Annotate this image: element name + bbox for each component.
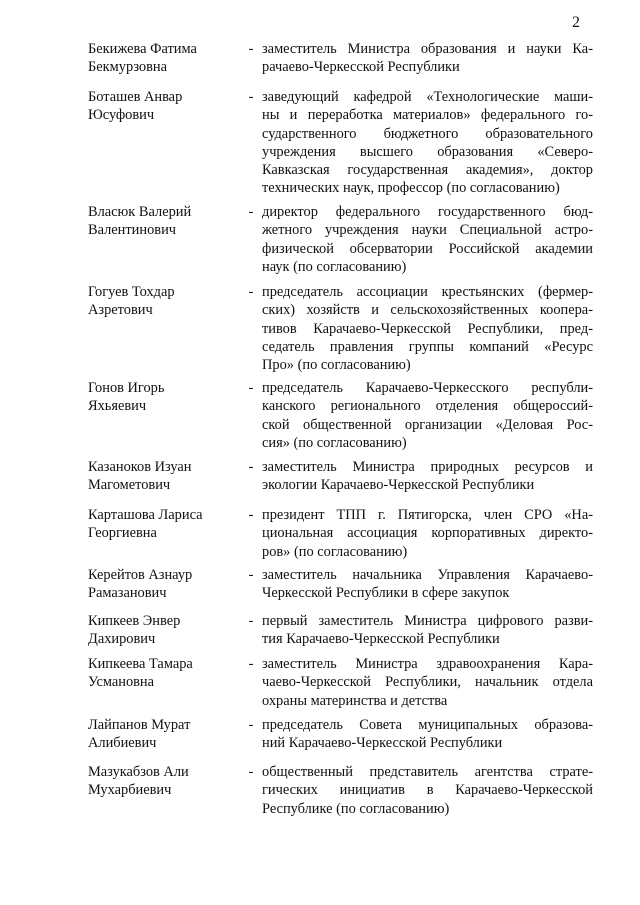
position-line: ний Карачаево-Черкесской Республики bbox=[262, 735, 503, 752]
member-position bbox=[262, 655, 593, 710]
entry-dash: - bbox=[248, 717, 254, 733]
member-position bbox=[262, 40, 593, 77]
position-line: председатель Совета муниципальных образова- bbox=[262, 717, 593, 733]
entry-dash: - bbox=[248, 567, 254, 583]
member-patronymic: Рамазанович bbox=[88, 585, 167, 602]
position-line: охраны материнства и детства bbox=[262, 692, 448, 709]
position-line: жетного учреждения науки Специальной астро- bbox=[262, 222, 593, 239]
member-patronymic: Бекмурзовна bbox=[88, 59, 167, 76]
member-name bbox=[88, 379, 240, 452]
member-position bbox=[262, 763, 593, 818]
position-line: тивов Карачаево-Черкесской Республики, пред- bbox=[262, 320, 593, 337]
position-line: Республике (по согласованию) bbox=[262, 800, 450, 817]
position-line: седатель правления группы компаний «Ресурс bbox=[262, 338, 593, 355]
position-line: технических наук, профессор (по согласованию) bbox=[262, 180, 560, 197]
member-surname-firstname: Бекижева Фатима bbox=[88, 41, 197, 57]
position-line: заведующий кафедрой «Технологические маши- bbox=[262, 89, 593, 105]
position-line: чаево-Черкесской Республики, начальник отдела bbox=[262, 674, 593, 691]
entry-dash: - bbox=[248, 204, 254, 220]
member-name bbox=[88, 763, 240, 818]
position-line: сударственного бюджетного образовательного bbox=[262, 125, 593, 142]
member-name bbox=[88, 506, 240, 561]
member-name bbox=[88, 40, 240, 77]
position-line: ны и переработка материалов» федерального го- bbox=[262, 107, 593, 124]
member-entry bbox=[88, 458, 593, 495]
position-line: первый заместитель Министра цифрового разви- bbox=[262, 613, 593, 629]
member-position bbox=[262, 612, 593, 649]
member-surname-firstname: Мазукабзов Али bbox=[88, 764, 189, 780]
position-line: председатель ассоциации крестьянских (фермер- bbox=[262, 284, 593, 300]
member-entry bbox=[88, 612, 593, 649]
member-entry bbox=[88, 283, 593, 374]
member-name bbox=[88, 655, 240, 710]
member-name bbox=[88, 612, 240, 649]
position-line: сия» (по согласованию) bbox=[262, 434, 407, 451]
position-line: канского регионального отделения общероссий- bbox=[262, 398, 593, 415]
position-line: физической обсерватории Российской академии bbox=[262, 240, 593, 257]
entry-dash: - bbox=[248, 613, 254, 629]
member-surname-firstname: Кипкеева Тамара bbox=[88, 656, 193, 672]
member-position bbox=[262, 716, 593, 753]
member-patronymic: Валентинович bbox=[88, 222, 177, 239]
member-patronymic: Дахирович bbox=[88, 631, 156, 648]
member-name bbox=[88, 283, 240, 374]
member-surname-firstname: Лайпанов Мурат bbox=[88, 717, 191, 733]
member-name bbox=[88, 716, 240, 753]
member-position bbox=[262, 283, 593, 374]
member-patronymic: Яхьяевич bbox=[88, 398, 147, 415]
member-position bbox=[262, 458, 593, 495]
position-line: председатель Карачаево-Черкесского республи- bbox=[262, 380, 593, 396]
position-line: общественный представитель агентства страте- bbox=[262, 764, 593, 780]
entry-dash: - bbox=[248, 656, 254, 672]
member-patronymic: Юсуфович bbox=[88, 107, 155, 124]
member-name bbox=[88, 203, 240, 276]
entry-dash: - bbox=[248, 284, 254, 300]
member-surname-firstname: Кипкеев Энвер bbox=[88, 613, 181, 629]
position-line: наук (по согласованию) bbox=[262, 258, 407, 275]
entry-dash: - bbox=[248, 380, 254, 396]
entry-dash: - bbox=[248, 41, 254, 57]
member-name bbox=[88, 88, 240, 198]
position-line: гических инициатив в Карачаево-Черкесской bbox=[262, 782, 593, 799]
position-line: директор федерального государственного бюд- bbox=[262, 204, 593, 220]
position-line: ской общественной организации «Деловая Рос- bbox=[262, 416, 593, 433]
member-position bbox=[262, 566, 593, 603]
member-entry bbox=[88, 203, 593, 276]
member-surname-firstname: Керейтов Азнаур bbox=[88, 567, 193, 583]
entry-dash: - bbox=[248, 507, 254, 523]
member-patronymic: Мухарбиевич bbox=[88, 782, 172, 799]
member-entry bbox=[88, 88, 593, 198]
member-name bbox=[88, 566, 240, 603]
position-line: заместитель начальника Управления Карачаево- bbox=[262, 567, 593, 583]
member-patronymic: Георгиевна bbox=[88, 525, 157, 542]
member-entry bbox=[88, 506, 593, 561]
position-line: Про» (по согласованию) bbox=[262, 357, 411, 374]
member-entry bbox=[88, 40, 593, 77]
position-line: Черкесской Республики в сфере закупок bbox=[262, 585, 510, 602]
member-surname-firstname: Боташев Анвар bbox=[88, 89, 183, 105]
member-surname-firstname: Карташова Лариса bbox=[88, 507, 203, 523]
position-line: циональная ассоциация корпоративных директо- bbox=[262, 525, 593, 542]
position-line: ров» (по согласованию) bbox=[262, 543, 408, 560]
entry-dash: - bbox=[248, 764, 254, 780]
member-surname-firstname: Гогуев Тохдар bbox=[88, 284, 175, 300]
position-line: Кавказская государственная академия», доктор bbox=[262, 162, 593, 179]
page-number: 2 bbox=[572, 14, 580, 31]
member-patronymic: Магометович bbox=[88, 477, 171, 494]
member-name bbox=[88, 458, 240, 495]
member-entry bbox=[88, 763, 593, 818]
member-position bbox=[262, 203, 593, 276]
member-patronymic: Усмановна bbox=[88, 674, 155, 691]
member-entry bbox=[88, 655, 593, 710]
position-line: заместитель Министра образования и науки Ка- bbox=[262, 41, 593, 57]
entry-dash: - bbox=[248, 459, 254, 475]
position-line: рачаево-Черкесской Республики bbox=[262, 59, 460, 76]
member-entry bbox=[88, 716, 593, 753]
position-line: учреждения высшего образования «Северо- bbox=[262, 143, 593, 160]
member-patronymic: Алибиевич bbox=[88, 735, 157, 752]
position-line: тия Карачаево-Черкесской Республики bbox=[262, 631, 500, 648]
member-entry bbox=[88, 379, 593, 452]
position-line: президент ТПП г. Пятигорска, член СРО «На- bbox=[262, 507, 593, 523]
member-entry bbox=[88, 566, 593, 603]
member-surname-firstname: Гонов Игорь bbox=[88, 380, 165, 396]
position-line: заместитель Министра природных ресурсов и bbox=[262, 459, 593, 475]
member-surname-firstname: Власюк Валерий bbox=[88, 204, 192, 220]
position-line: заместитель Министра здравоохранения Кара- bbox=[262, 656, 593, 672]
member-position bbox=[262, 379, 593, 452]
entry-dash: - bbox=[248, 89, 254, 105]
member-position bbox=[262, 506, 593, 561]
position-line: ских) хозяйств и сельскохозяйственных коопера- bbox=[262, 302, 593, 319]
member-position bbox=[262, 88, 593, 198]
position-line: экологии Карачаево-Черкесской Республики bbox=[262, 477, 535, 494]
member-patronymic: Азретович bbox=[88, 302, 153, 319]
member-surname-firstname: Казаноков Изуан bbox=[88, 459, 192, 475]
